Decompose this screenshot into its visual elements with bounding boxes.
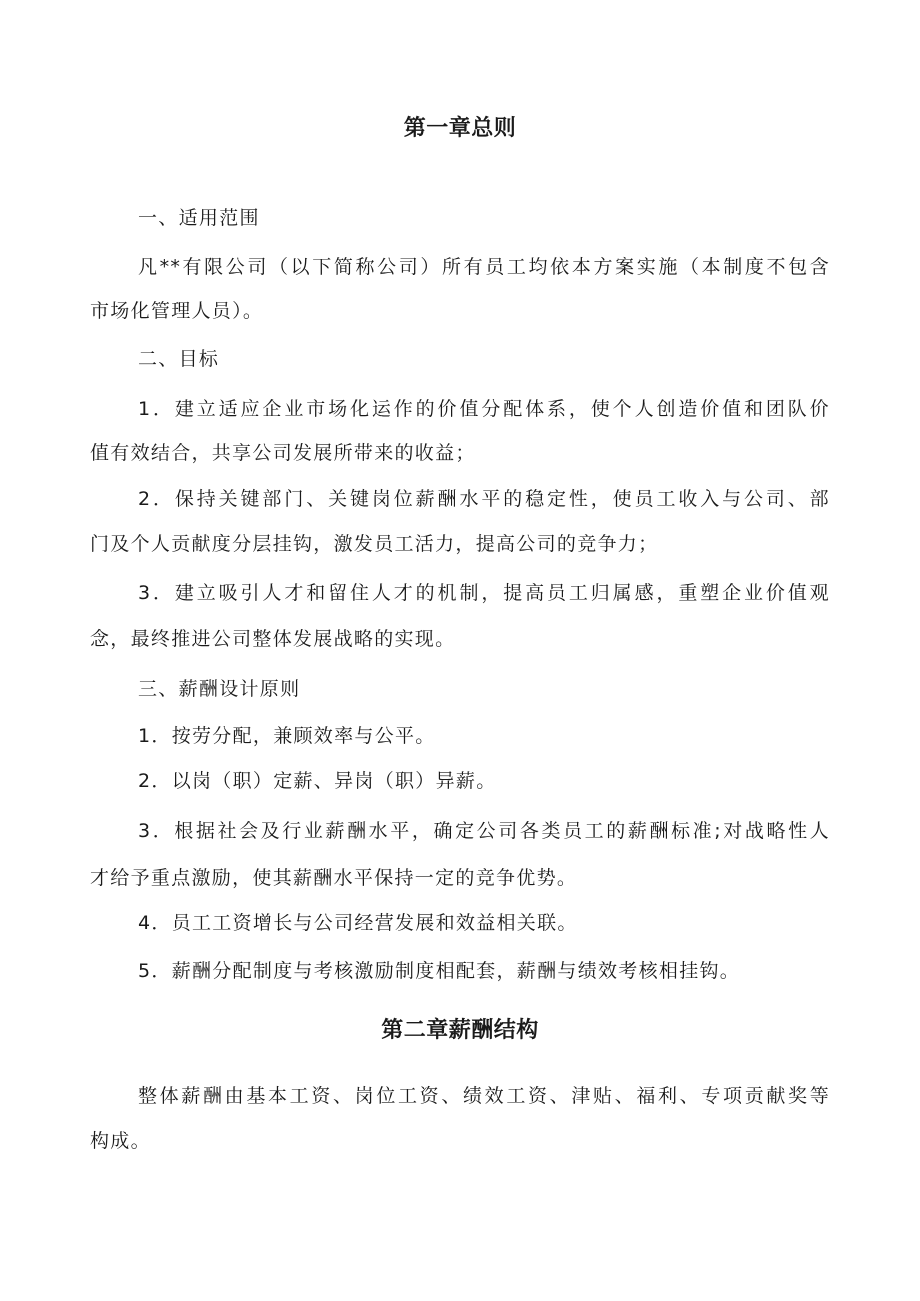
goal-item-2-line-1: 2．保持关键部门、关键岗位薪酬水平的稳定性，使员工收入与公司、部 <box>138 488 830 510</box>
section-2-heading: 二、目标 <box>138 348 220 370</box>
principle-item-5: 5．薪酬分配制度与考核激励制度相配套，薪酬与绩效考核相挂钩。 <box>138 960 741 982</box>
chapter-2-title: 第二章薪酬结构 <box>381 1018 539 1043</box>
section-1-heading: 一、适用范围 <box>138 207 260 229</box>
principle-item-2: 2．以岗（职）定薪、异岗（职）异薪。 <box>138 770 497 792</box>
goal-item-2-line-2: 门及个人贡献度分层挂钩，激发员工活力，提高公司的竞争力； <box>90 533 659 555</box>
principle-item-4: 4．员工工资增长与公司经营发展和效益相关联。 <box>138 912 578 934</box>
goal-item-1-line-1: 1．建立适应企业市场化运作的价值分配体系，使个人创造价值和团队价 <box>138 398 830 420</box>
chapter-2-paragraph-line-2: 构成。 <box>90 1130 151 1152</box>
goal-item-1-line-2: 值有效结合，共享公司发展所带来的收益； <box>90 442 476 464</box>
chapter-2-paragraph-line-1: 整体薪酬由基本工资、岗位工资、绩效工资、津贴、福利、专项贡献奖等 <box>138 1085 830 1107</box>
section-1-paragraph-line-2: 市场化管理人员）。 <box>90 300 264 322</box>
principle-item-1: 1．按劳分配，兼顾效率与公平。 <box>138 725 436 747</box>
principle-item-3-line-2: 才给予重点激励，使其薪酬水平保持一定的竞争优势。 <box>90 867 578 889</box>
goal-item-3-line-2: 念，最终推进公司整体发展战略的实现。 <box>90 628 456 650</box>
section-3-heading: 三、薪酬设计原则 <box>138 678 301 700</box>
goal-item-3-line-1: 3．建立吸引人才和留住人才的机制，提高员工归属感，重塑企业价值观 <box>138 582 830 604</box>
principle-item-3-line-1: 3．根据社会及行业薪酬水平，确定公司各类员工的薪酬标准;对战略性人 <box>138 820 830 842</box>
section-1-paragraph-line-1: 凡**有限公司（以下简称公司）所有员工均依本方案实施（本制度不包含 <box>138 256 830 278</box>
chapter-1-title: 第一章总则 <box>403 116 517 141</box>
